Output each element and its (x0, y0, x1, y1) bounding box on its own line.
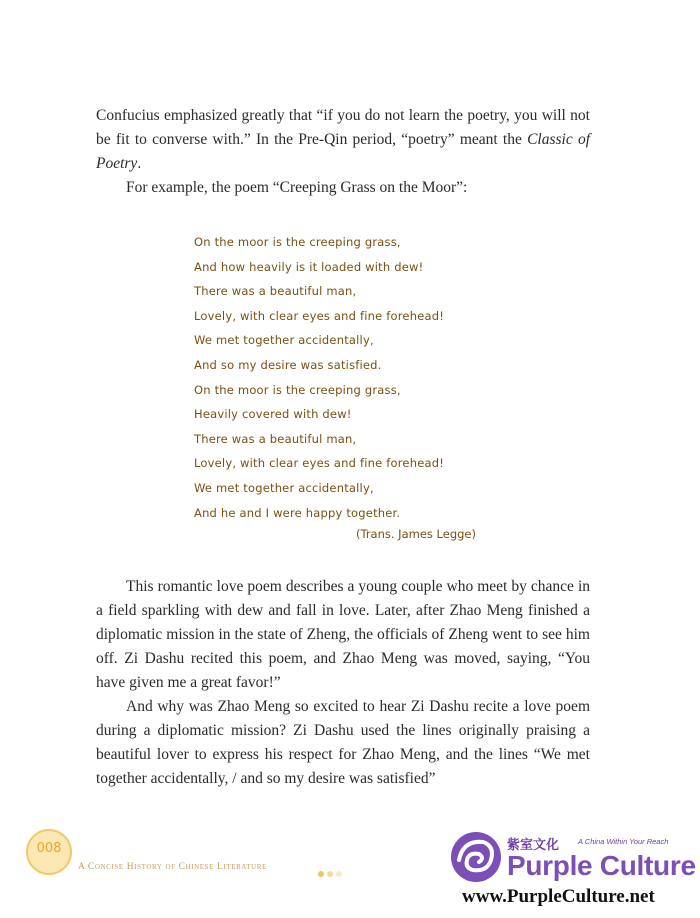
poem-line: Lovely, with clear eyes and fine forehead! (194, 308, 445, 323)
poem-line: And so my desire was satisfied. (194, 357, 382, 372)
decorative-dots (318, 864, 345, 882)
intro-paragraph-end: . (137, 155, 142, 172)
poem-line: We met together accidentally, (194, 480, 374, 495)
body-text (96, 575, 590, 791)
dot-icon (336, 871, 342, 877)
logo-tagline: A China Within Your Reach (578, 837, 669, 846)
poem-line: On the moor is the creeping grass, (194, 235, 401, 249)
logo-name: Purple Culture (507, 850, 696, 881)
intro-text (96, 104, 590, 200)
running-title: A Concise History of Chinese Literature (78, 862, 267, 872)
body-paragraph-1: This romantic love poem describes a young couple who meet by chance in a field sparkling with dew and fall in love. Later, after Zhao Meng finished a diplomatic mission in the state of Zheng, the officials of Zheng went to see him off. Zi Dashu recited this poem, and Zhao Meng was moved, saying, “You have given me a great favor!” (96, 578, 590, 691)
poem-block (194, 230, 494, 525)
classic-of-poetry-title: Classic of Poetry (96, 131, 591, 172)
page-footer (0, 826, 700, 918)
logo-url-link[interactable]: www.PurpleCulture.net (462, 886, 655, 907)
intro-paragraph (96, 104, 590, 176)
poem-line: And he and I were happy together. (194, 505, 401, 520)
logo-chinese-text: 紫室文化 (507, 838, 560, 853)
example-intro: For example, the poem “Creeping Grass on the Moor”: (126, 179, 468, 196)
purple-culture-logo-icon (449, 830, 503, 884)
translator-credit: (Trans. James Legge) (356, 527, 476, 541)
poem-line: There was a beautiful man, (194, 284, 357, 299)
body-paragraph-2: And why was Zhao Meng so excited to hear Zi Dashu recite a love poem during a diplomatic mission? Zi Dashu used the lines originally praising a beautiful lover to express his respect for Zhao Meng, and the lines “We met together accidentally, / and so my desire was satisfied” (96, 698, 590, 787)
poem-line: We met together accidentally, (194, 333, 374, 348)
poem-line: And how heavily is it loaded with dew! (194, 259, 424, 274)
page-number: 008 (36, 841, 62, 856)
poem-line: Heavily covered with dew! (194, 407, 352, 422)
poem-line: Lovely, with clear eyes and fine forehead! (194, 456, 445, 471)
dot-icon (327, 871, 333, 877)
dot-icon (318, 871, 324, 877)
poem-line: On the moor is the creeping grass, (194, 382, 401, 397)
intro-paragraph-text: Confucius emphasized greatly that “if you do not learn the poetry, you will not be fit to converse with.” In the Pre-Qin period, “poetry” meant the (96, 107, 590, 148)
poem-line: There was a beautiful man, (194, 431, 357, 446)
